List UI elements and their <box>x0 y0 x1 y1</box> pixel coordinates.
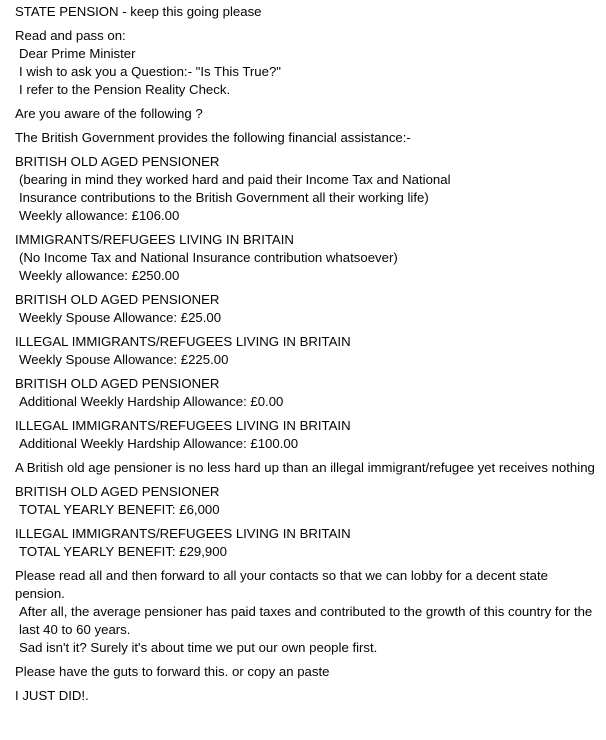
govt-paragraph <box>15 129 600 147</box>
benefit-line: (No Income Tax and National Insurance contribution whatsoever) <box>19 250 398 265</box>
total-block <box>15 483 600 519</box>
benefit-block <box>15 291 600 327</box>
signoff-paragraph <box>15 687 600 705</box>
intro-paragraph <box>15 27 600 99</box>
total-line: TOTAL YEARLY BENEFIT: £6,000 <box>19 502 220 517</box>
total-heading: ILLEGAL IMMIGRANTS/REFUGEES LIVING IN BRITAIN <box>15 526 351 541</box>
closing-sad: Sad isn't it? Surely it's about time we put our own people first. <box>19 640 378 655</box>
intro-dear: Dear Prime Minister <box>19 46 136 61</box>
govt-text: The British Government provides the following financial assistance:- <box>15 130 411 145</box>
benefit-block <box>15 153 600 225</box>
benefit-line: Additional Weekly Hardship Allowance: £100.00 <box>19 436 299 451</box>
benefit-block <box>15 333 600 369</box>
benefit-heading: BRITISH OLD AGED PENSIONER <box>15 376 220 391</box>
guts-text: Please have the guts to forward this. or copy an paste <box>15 664 330 679</box>
closing-after-all: After all, the average pensioner has paid taxes and contributed to the growth of this country for the last 40 to 60 years. <box>19 604 593 637</box>
benefit-block <box>15 375 600 411</box>
benefit-line: Additional Weekly Hardship Allowance: £0.00 <box>19 394 284 409</box>
post-title-paragraph <box>15 3 600 21</box>
intro-read-pass: Read and pass on: <box>15 28 126 43</box>
comparison-text: A British old age pensioner is no less hard up than an illegal immigrant/refugee yet receives nothing <box>15 460 595 475</box>
comparison-paragraph <box>15 459 600 477</box>
intro-question: I wish to ask you a Question:- "Is This True?" <box>19 64 281 79</box>
benefit-heading: BRITISH OLD AGED PENSIONER <box>15 292 220 307</box>
benefit-line: Insurance contributions to the British Government all their working life) <box>19 190 429 205</box>
benefit-line: (bearing in mind they worked hard and paid their Income Tax and National <box>19 172 451 187</box>
benefit-line: Weekly allowance: £106.00 <box>19 208 180 223</box>
benefit-line: Weekly Spouse Allowance: £25.00 <box>19 310 222 325</box>
benefit-heading: ILLEGAL IMMIGRANTS/REFUGEES LIVING IN BRITAIN <box>15 418 351 433</box>
closing-please-read: Please read all and then forward to all your contacts so that we can lobby for a decent state pension. <box>15 568 548 601</box>
total-heading: BRITISH OLD AGED PENSIONER <box>15 484 220 499</box>
benefit-line: Weekly Spouse Allowance: £225.00 <box>19 352 229 367</box>
intro-refer: I refer to the Pension Reality Check. <box>19 82 231 97</box>
closing-paragraph <box>15 567 600 657</box>
benefit-block <box>15 231 600 285</box>
benefit-line: Weekly allowance: £250.00 <box>19 268 180 283</box>
total-block <box>15 525 600 561</box>
guts-paragraph <box>15 663 600 681</box>
post-title: STATE PENSION - keep this going please <box>15 4 262 19</box>
aware-text: Are you aware of the following ? <box>15 106 203 121</box>
aware-paragraph <box>15 105 600 123</box>
benefit-heading: IMMIGRANTS/REFUGEES LIVING IN BRITAIN <box>15 232 294 247</box>
signoff-text: I JUST DID!. <box>15 688 89 703</box>
benefit-block <box>15 417 600 453</box>
benefit-heading: ILLEGAL IMMIGRANTS/REFUGEES LIVING IN BRITAIN <box>15 334 351 349</box>
benefit-heading: BRITISH OLD AGED PENSIONER <box>15 154 220 169</box>
total-line: TOTAL YEARLY BENEFIT: £29,900 <box>19 544 227 559</box>
